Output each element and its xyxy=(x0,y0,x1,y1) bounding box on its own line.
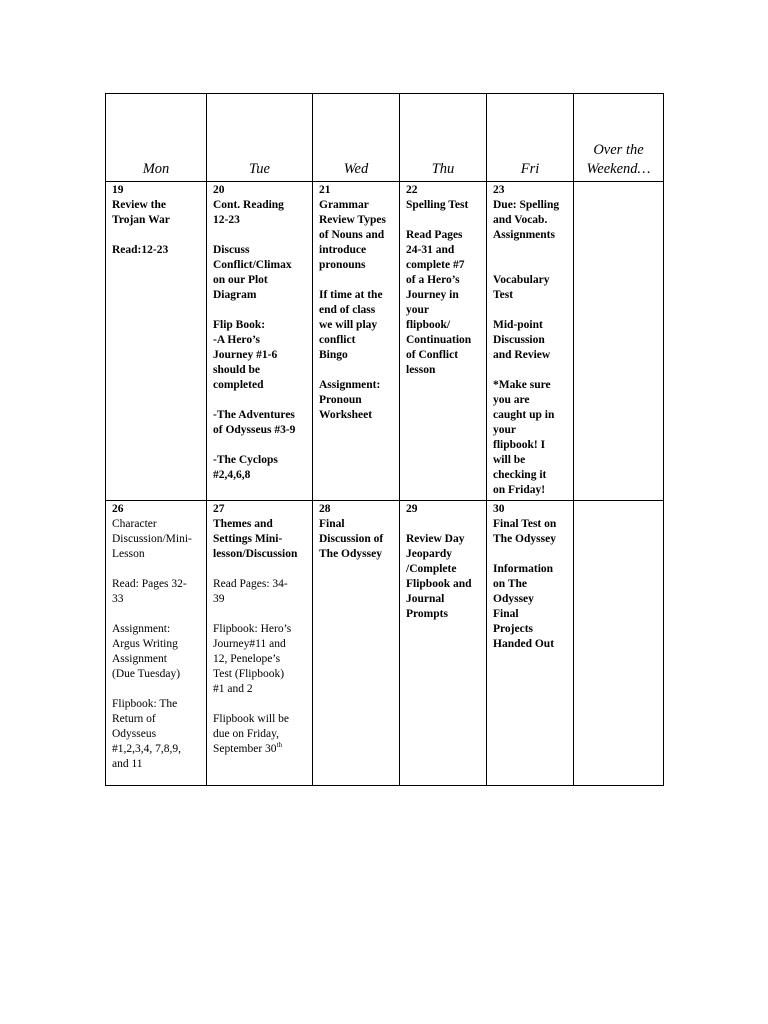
cell-text-line: Review Day xyxy=(406,533,465,545)
cell-text-line: Final xyxy=(319,518,345,530)
cell-text-line: Handed Out xyxy=(493,638,555,650)
cell-text-line: of Odysseus #3-9 xyxy=(213,424,296,436)
cell-text-line: and Vocab. xyxy=(493,214,548,226)
cell-text-line: Journey#11 and xyxy=(213,638,286,650)
cell-text-line: Cont. Reading xyxy=(213,199,284,211)
cell-text-line: completed xyxy=(213,379,264,391)
day-number: 29 xyxy=(406,503,418,515)
cell-text-line: Assignment: xyxy=(112,623,171,635)
day-number: 30 xyxy=(493,503,505,515)
cell-text-line: Read: Pages 32- xyxy=(112,578,187,590)
cell-text-line: flipbook/ xyxy=(406,319,451,331)
cell-text-line: Assignment xyxy=(112,653,167,665)
cell-text-line: /Complete xyxy=(406,563,457,575)
cell-wed-21 xyxy=(313,182,400,501)
cell-text-line: Final Test on xyxy=(493,518,557,530)
line-gap xyxy=(319,363,394,378)
cell-text-line: Review Types xyxy=(319,214,386,226)
cell-text-line: Information xyxy=(493,563,554,575)
cell-text-line: #1 and 2 xyxy=(213,683,253,695)
cell-text-line: #2,4,6,8 xyxy=(213,469,251,481)
day-number: 20 xyxy=(213,184,225,196)
cell-text-line: Odyssey xyxy=(493,593,534,605)
line-gap xyxy=(319,273,394,288)
cell-tue-20 xyxy=(207,182,313,501)
week-row-2 xyxy=(106,501,664,786)
day-number: 28 xyxy=(319,503,331,515)
cell-text-line: Final xyxy=(493,608,519,620)
cell-text-line: on The xyxy=(493,578,527,590)
cell-text-line: Flipbook: Hero’s xyxy=(213,623,292,635)
cell-text-line: Lesson xyxy=(112,548,145,560)
cell-text-line: end of class xyxy=(319,304,376,316)
cell-text-line: of Nouns and xyxy=(319,229,385,241)
ordinal-suffix: th xyxy=(276,741,283,750)
cell-title-line: Themes and xyxy=(213,518,273,530)
cell-text-line xyxy=(213,742,307,757)
cell-text-line: you are xyxy=(493,394,530,406)
cell-mon-26 xyxy=(106,501,207,786)
due-date-text: September 30 xyxy=(213,743,277,755)
cell-text-line: we will play xyxy=(319,319,378,331)
cell-text-line: introduce xyxy=(319,244,367,256)
day-number: 26 xyxy=(112,503,124,515)
cell-text-line: on Friday! xyxy=(493,484,546,496)
header-weekend: Over the Weekend… xyxy=(574,94,664,182)
cell-text-line: Spelling Test xyxy=(406,199,469,211)
cell-text-line: Trojan War xyxy=(112,214,170,226)
weekly-calendar-table xyxy=(105,93,664,786)
header-tue: Tue xyxy=(207,94,313,182)
cell-text-line: checking it xyxy=(493,469,547,481)
cell-text-line: lesson xyxy=(406,364,436,376)
cell-text-line: Return of xyxy=(112,713,156,725)
cell-text-line: Jeopardy xyxy=(406,548,452,560)
cell-text-line: Projects xyxy=(493,623,534,635)
cell-text-line: Due: Spelling xyxy=(493,199,560,211)
day-number: 19 xyxy=(112,184,124,196)
cell-title-line: Settings Mini- xyxy=(213,533,283,545)
cell-text-line: Worksheet xyxy=(319,409,373,421)
day-number: 21 xyxy=(319,184,331,196)
cell-text-line: The Odyssey xyxy=(319,548,382,560)
cell-text-line: conflict xyxy=(319,334,356,346)
cell-text-line: caught up in xyxy=(493,409,555,421)
line-gap xyxy=(112,228,201,243)
cell-text-line: flipbook! I xyxy=(493,439,546,451)
cell-text-line: Journal xyxy=(406,593,445,605)
cell-tue-27 xyxy=(207,501,313,786)
cell-text-line: Discuss xyxy=(213,244,250,256)
cell-text-line: Review the xyxy=(112,199,166,211)
cell-text-line: -The Adventures xyxy=(213,409,295,421)
cell-text-line: Journey in xyxy=(406,289,459,301)
line-gap xyxy=(112,562,201,577)
cell-title-line: lesson/Discussion xyxy=(213,548,298,560)
line-gap xyxy=(213,393,307,408)
cell-text-line: Odysseus xyxy=(112,728,157,740)
cell-text-line: Journey #1-6 xyxy=(213,349,278,361)
cell-text-line: Grammar xyxy=(319,199,369,211)
cell-text-line: Test xyxy=(493,289,514,301)
cell-text-line: Assignments xyxy=(493,229,555,241)
cell-text-line: Flipbook and xyxy=(406,578,472,590)
cell-text-line: Discussion xyxy=(493,334,545,346)
header-fri: Fri xyxy=(487,94,574,182)
cell-text-line: of Conflict xyxy=(406,349,459,361)
cell-text-line: your xyxy=(493,424,516,436)
cell-text-line: on our Plot xyxy=(213,274,268,286)
line-gap xyxy=(493,547,568,562)
line-gap xyxy=(493,243,568,258)
header-row xyxy=(106,94,664,182)
cell-text-line: -The Cyclops xyxy=(213,454,278,466)
cell-weekend-week2 xyxy=(574,501,664,786)
cell-fri-23 xyxy=(487,182,574,501)
line-gap xyxy=(213,303,307,318)
cell-text-line: Test (Flipbook) xyxy=(213,668,285,680)
cell-text-line: Mid-point xyxy=(493,319,543,331)
cell-thu-22 xyxy=(400,182,487,501)
cell-text-line: Prompts xyxy=(406,608,448,620)
cell-text-line: Discussion of xyxy=(319,533,384,545)
line-gap xyxy=(112,607,201,622)
line-gap xyxy=(213,562,307,577)
cell-text-line: pronouns xyxy=(319,259,366,271)
cell-text-line: should be xyxy=(213,364,260,376)
line-gap xyxy=(493,363,568,378)
cell-text-line: 24-31 and xyxy=(406,244,455,256)
line-gap xyxy=(213,228,307,243)
cell-text-line: 33 xyxy=(112,593,124,605)
line-gap xyxy=(213,697,307,712)
cell-text-line: Diagram xyxy=(213,289,257,301)
cell-thu-29 xyxy=(400,501,487,786)
cell-text-line: Read Pages xyxy=(406,229,463,241)
cell-text-line: 39 xyxy=(213,593,225,605)
cell-text-line: If time at the xyxy=(319,289,383,301)
line-gap xyxy=(213,607,307,622)
cell-text-line: (Due Tuesday) xyxy=(112,668,181,680)
day-number: 22 xyxy=(406,184,418,196)
day-number: 23 xyxy=(493,184,505,196)
cell-fri-30 xyxy=(487,501,574,786)
cell-text-line: Flipbook: The xyxy=(112,698,178,710)
cell-text-line: 12, Penelope’s xyxy=(213,653,281,665)
cell-text-line: complete #7 xyxy=(406,259,465,271)
cell-text-line: Pronoun xyxy=(319,394,362,406)
cell-text-line: Read:12-23 xyxy=(112,244,169,256)
header-mon: Mon xyxy=(106,94,207,182)
cell-text-line: -A Hero’s xyxy=(213,334,260,346)
cell-text-line: your xyxy=(406,304,429,316)
cell-text-line: and 11 xyxy=(112,758,143,770)
line-gap xyxy=(213,438,307,453)
cell-text-line: and Review xyxy=(493,349,551,361)
cell-text-line: 12-23 xyxy=(213,214,240,226)
header-wed: Wed xyxy=(313,94,400,182)
cell-text-line: of a Hero’s xyxy=(406,274,460,286)
cell-text-line: Flip Book: xyxy=(213,319,266,331)
cell-text-line: Conflict/Climax xyxy=(213,259,292,271)
cell-text-line: Argus Writing xyxy=(112,638,178,650)
cell-text-line: Continuation xyxy=(406,334,472,346)
cell-mon-19 xyxy=(106,182,207,501)
line-gap xyxy=(112,682,201,697)
line-gap xyxy=(406,213,481,228)
cell-text-line: will be xyxy=(493,454,526,466)
cell-text-line: #1,2,3,4, 7,8,9, xyxy=(112,743,181,755)
cell-text-line: Character xyxy=(112,518,157,530)
day-number: 27 xyxy=(213,503,225,515)
cell-text-line: Discussion/Mini- xyxy=(112,533,192,545)
cell-wed-28 xyxy=(313,501,400,786)
cell-text-line: Vocabulary xyxy=(493,274,550,286)
cell-text-line: *Make sure xyxy=(493,379,551,391)
cell-weekend-week1 xyxy=(574,182,664,501)
cell-text-line: The Odyssey xyxy=(493,533,556,545)
week-row-1 xyxy=(106,182,664,501)
header-thu: Thu xyxy=(400,94,487,182)
line-gap xyxy=(493,258,568,273)
cell-text-line: due on Friday, xyxy=(213,728,280,740)
cell-text-line: Assignment: xyxy=(319,379,381,391)
cell-text-line: Bingo xyxy=(319,349,348,361)
line-gap xyxy=(406,517,481,532)
cell-text-line: Flipbook will be xyxy=(213,713,290,725)
cell-text-line: Read Pages: 34- xyxy=(213,578,288,590)
line-gap xyxy=(493,303,568,318)
